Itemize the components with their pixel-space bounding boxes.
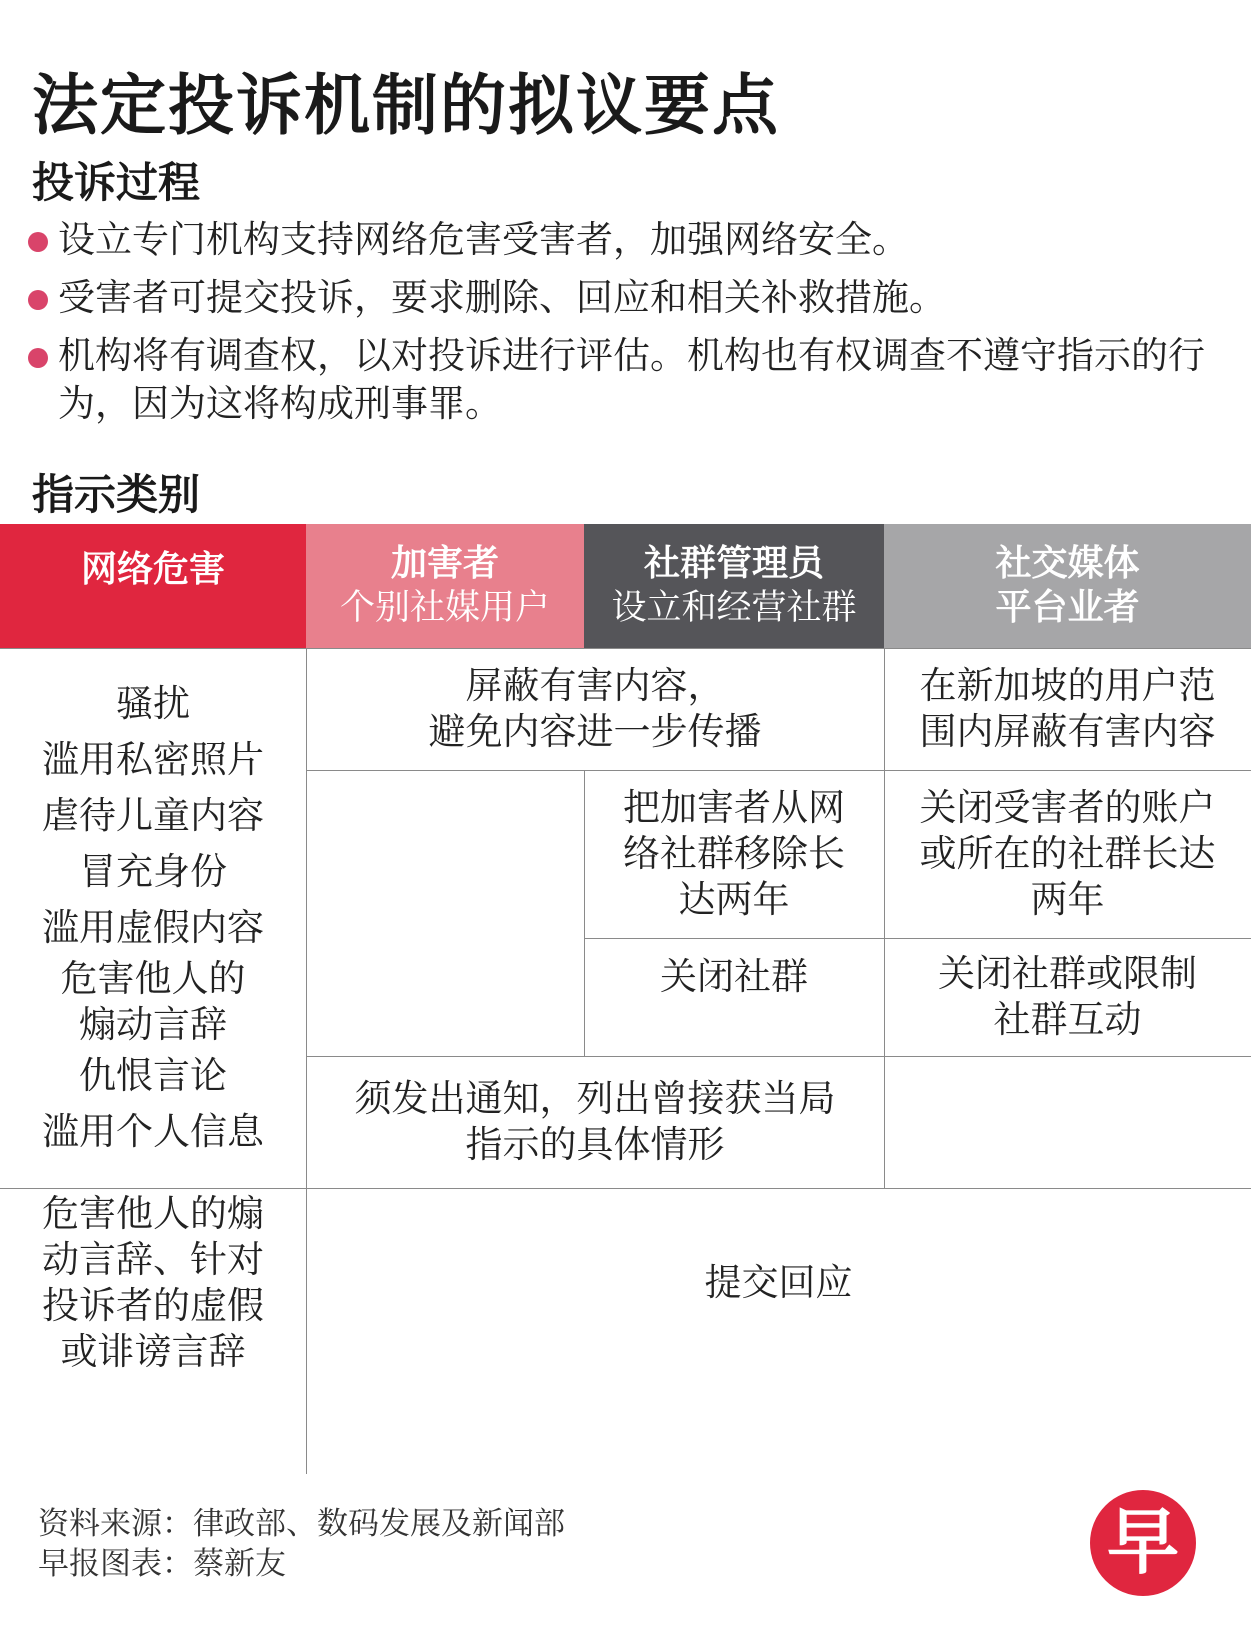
cell-admin-close: 关闭社群 bbox=[660, 955, 808, 998]
bullet-item: 机构将有调查权，以对投诉进行评估。机构也有权调查不遵守指示的行为，因为这将构成刑事罪。 bbox=[28, 332, 1228, 428]
zaobao-logo-icon: 早 bbox=[1090, 1490, 1196, 1596]
header-harm-fill bbox=[0, 624, 306, 648]
header-harm: 网络危害 bbox=[0, 524, 306, 648]
page-title: 法定投诉机制的拟议要点 bbox=[32, 67, 780, 144]
cell-reply: 提交回应 bbox=[704, 1261, 853, 1304]
directions-table bbox=[0, 524, 1251, 1484]
bullet-dot-icon bbox=[28, 290, 48, 310]
cell-block-content: 屏蔽有害内容， 避免内容进一步传播 bbox=[428, 664, 762, 753]
harm-list-general: 骚扰 滥用私密照片 虐待儿童内容 冒充身份 滥用虚假内容 危害他人的 煽动言辞 仇恨言论 滥用个人信息 bbox=[42, 682, 264, 1153]
harm-list-reply: 危害他人的煽 动言辞、针对 投诉者的虚假 或诽谤言辞 bbox=[42, 1192, 264, 1373]
cell-platform-block: 在新加坡的用户范 围内屏蔽有害内容 bbox=[919, 664, 1216, 753]
section-heading-directions: 指示类别 bbox=[32, 470, 201, 519]
header-platform: 社交媒体 平台业者 bbox=[884, 524, 1251, 648]
footer bbox=[38, 1504, 565, 1584]
footer-credit: 早报图表：蔡新友 bbox=[38, 1546, 286, 1582]
cell-admin-remove: 把加害者从网 络社群移除长 达两年 bbox=[623, 786, 845, 921]
cell-platform-close-account: 关闭受害者的账户 或所在的社群长达 两年 bbox=[919, 786, 1216, 921]
bullet-item: 设立专门机构支持网络危害受害者，加强网络安全。 bbox=[28, 216, 1228, 264]
cell-platform-close-group: 关闭社群或限制 社群互动 bbox=[938, 952, 1197, 1041]
section-heading-process: 投诉过程 bbox=[32, 158, 201, 207]
bullet-item: 受害者可提交投诉，要求删除、回应和相关补救措施。 bbox=[28, 274, 1228, 322]
bullet-dot-icon bbox=[28, 348, 48, 368]
process-bullet-list bbox=[28, 216, 1228, 438]
footer-source: 资料来源：律政部、数码发展及新闻部 bbox=[38, 1506, 565, 1542]
header-perpetrator: 加害者 个别社媒用户 bbox=[306, 524, 584, 648]
bullet-dot-icon bbox=[28, 232, 48, 252]
header-admin: 社群管理员 设立和经营社群 bbox=[584, 524, 884, 648]
cell-notice: 须发出通知，列出曾接获当局 指示的具体情形 bbox=[354, 1077, 836, 1166]
